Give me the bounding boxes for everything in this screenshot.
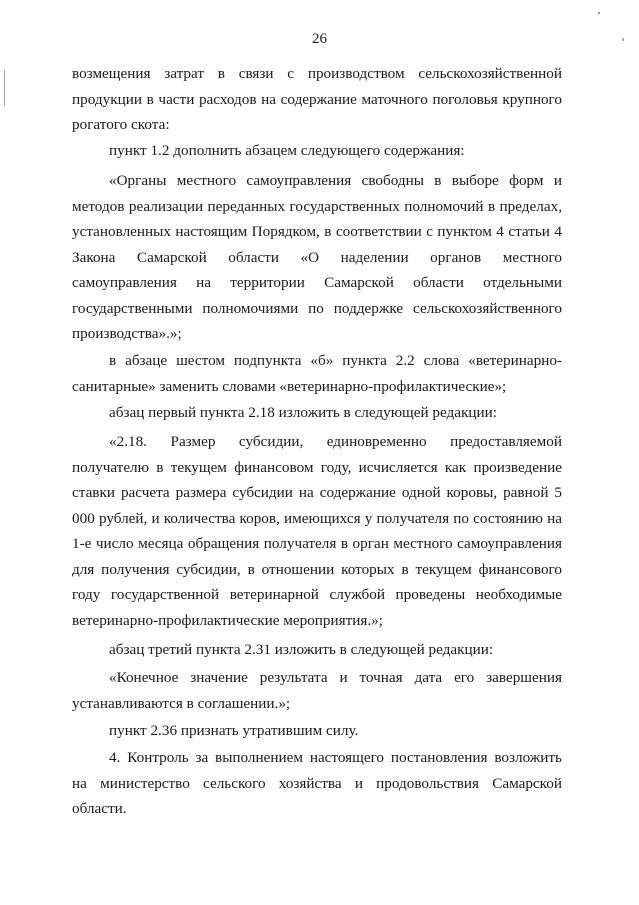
scan-edge-mark: [4, 70, 5, 106]
paragraph-9: пункт 2.36 признать утратившим силу.: [109, 722, 359, 739]
paragraph-2: пункт 1.2 дополнить абзацем следующего содержания:: [109, 142, 465, 159]
paragraph-10: 4. Контроль за выполнением настоящего постановления возложить на министерство сельского хозяйства и продовольствия Самарской области.: [72, 749, 562, 817]
scan-dot: [598, 12, 600, 14]
paragraph-6: «2.18. Размер субсидии, единовременно предоставляемой получателю в текущем финансовом году, исчисляется как произведение ставки расчета размера субсидии на содержание одной коровы, равной 5 000 рублей, и количества коров, имеющихся у получателя по состоянию на 1-е число месяца обращения получателя в орган местного самоуправления для получения субсидии, в отношении которых в текущем финансового году государственной ветеринарной службой проведены необходимые ветеринарно-профилактические мероприятия.»;: [72, 433, 562, 629]
paragraph-4: в абзаце шестом подпункта «б» пункта 2.2 слова «ветеринарно-санитарные» заменить словами «ветеринарно-профилактические»;: [72, 352, 562, 395]
paragraph-3: «Органы местного самоуправления свободны в выборе форм и методов реализации переданных государственных полномочий в пределах, установленных настоящим Порядком, в соответствии с пунктом 4 статьи 4 Закона Самарской области «О наделении органов местного самоуправления на территории Самарской области отдельными государственными полномочиями по поддержке сельскохозяйственного производства».»;: [72, 172, 562, 342]
paragraph-8: «Конечное значение результата и точная дата его завершения устанавливаются в соглашении.»;: [72, 669, 562, 712]
page-number: 26: [312, 31, 327, 47]
paragraph-5: абзац первый пункта 2.18 изложить в следующей редакции:: [109, 404, 497, 421]
paragraph-7: абзац третий пункта 2.31 изложить в следующей редакции:: [109, 641, 494, 658]
scan-dot: [622, 38, 624, 41]
paragraph-1: возмещения затрат в связи с производством сельскохозяйственной продукции в части расходов на содержание маточного поголовья крупного рогатого скота:: [72, 65, 562, 133]
